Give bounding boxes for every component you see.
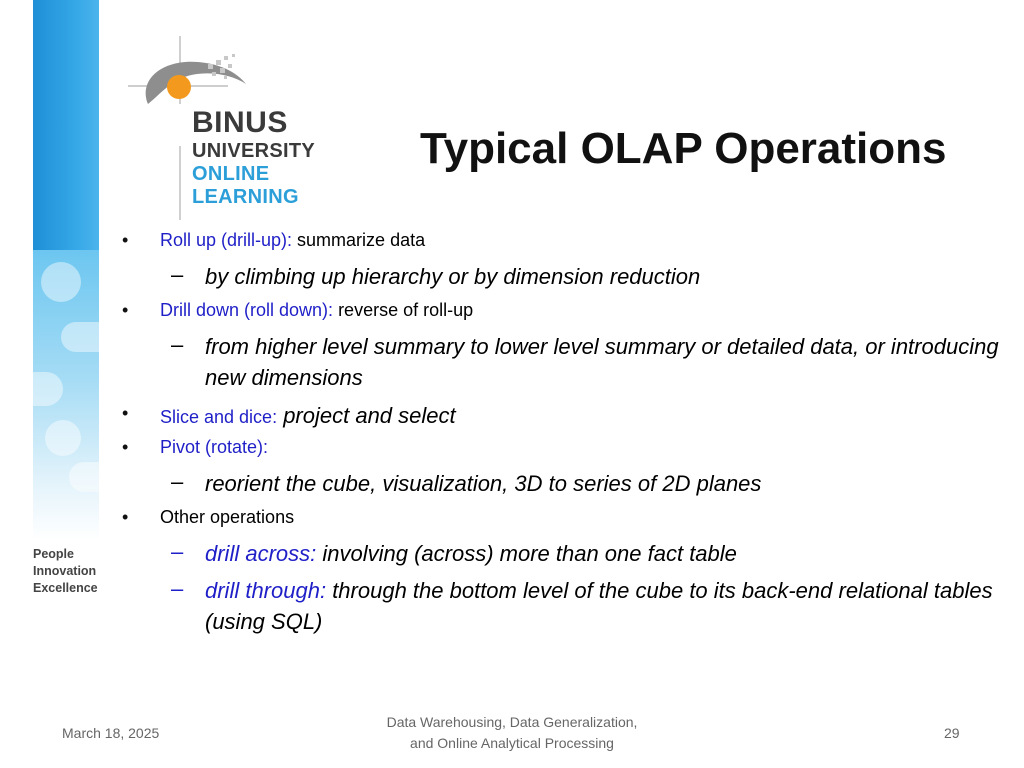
bullet-text: summarize data [292, 230, 426, 250]
bullet-label: Pivot (rotate): [160, 437, 269, 457]
sidebar-arc-shape [61, 322, 99, 352]
sub-bullet-marker: – [171, 576, 184, 601]
decorative-sidebar [33, 0, 99, 540]
sub-bullet-marker: – [171, 469, 184, 494]
sub-bullet-item [205, 261, 1005, 292]
sub-bullet-marker: – [171, 262, 184, 287]
sub-bullet-marker: – [171, 332, 184, 357]
sub-bullet-item [205, 575, 1005, 637]
bullet-text: Other operations [160, 507, 295, 527]
sub-bullet-text: by climbing up hierarchy or by dimension reduction [205, 264, 701, 289]
slide-title: Typical OLAP Operations [420, 124, 947, 173]
sidebar-circle-shape [41, 262, 81, 302]
tagline [33, 546, 98, 597]
bullet-item [160, 230, 425, 251]
bullet-marker: • [122, 507, 129, 527]
sub-bullet-text: through the bottom level of the cube to its back-end relational tables (using SQL) [205, 578, 993, 634]
tagline-line: Excellence [33, 581, 98, 595]
bullet-marker: • [122, 300, 129, 320]
bullet-item [160, 300, 473, 321]
sub-bullet-marker: – [171, 539, 184, 564]
bullet-marker: • [122, 403, 129, 423]
sub-bullet-text: from higher level summary to lower level summary or detailed data, or introducing new dimensions [205, 334, 999, 390]
logo-wordmark [192, 108, 315, 207]
page-number: 29 [944, 725, 960, 741]
bullet-label: Slice and dice: [160, 407, 278, 427]
bullet-label: Drill down (roll down): [160, 300, 334, 320]
logo-line: ONLINE [192, 163, 270, 185]
bullet-marker: • [122, 230, 129, 250]
tagline-line: Innovation [33, 564, 97, 578]
footer-title-line: and Online Analytical Processing [410, 735, 614, 751]
bullet-item [160, 437, 268, 458]
sub-bullet-item [205, 331, 1005, 393]
logo-line: UNIVERSITY [192, 140, 316, 162]
sidebar-circle-shape [45, 420, 81, 456]
footer-title [362, 712, 662, 754]
sub-bullet-label: drill across: [205, 541, 317, 566]
footer-date: March 18, 2025 [62, 725, 160, 741]
logo-line: LEARNING [192, 186, 299, 208]
sub-bullet-text: involving (across) more than one fact table [316, 541, 737, 566]
logo-line: BINUS [192, 106, 288, 139]
sub-bullet-item [205, 538, 1005, 569]
sidebar-arc-shape [69, 462, 99, 492]
sub-bullet-label: drill through: [205, 578, 327, 603]
bullet-text: reverse of roll-up [333, 300, 474, 320]
bullet-marker: • [122, 437, 129, 457]
bullet-item [160, 507, 294, 528]
tagline-line: People [33, 547, 74, 561]
bullet-item [160, 403, 456, 429]
footer-title-line: Data Warehousing, Data Generalization, [386, 714, 638, 730]
sub-bullet-item [205, 468, 1005, 499]
bullet-label: Roll up (drill-up): [160, 230, 293, 250]
sub-bullet-text: reorient the cube, visualization, 3D to series of 2D planes [205, 471, 762, 496]
bullet-text: project and select [277, 403, 456, 428]
sidebar-top-band [33, 0, 99, 250]
